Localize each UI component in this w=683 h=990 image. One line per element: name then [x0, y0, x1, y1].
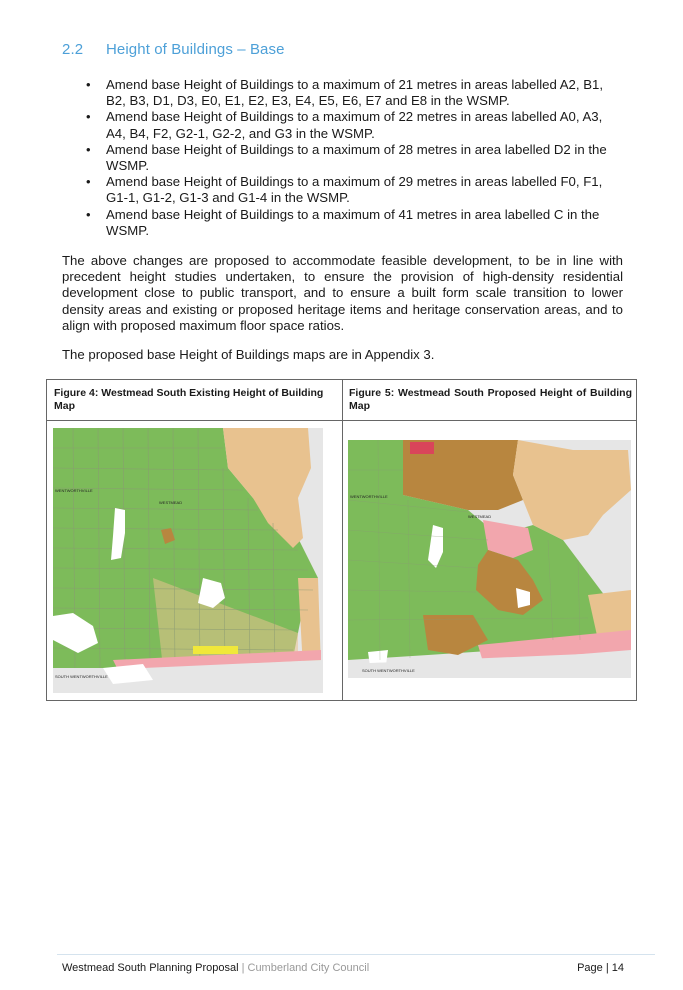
map-label: SOUTH WENTWORTHVILLE	[362, 668, 415, 673]
footer-separator: |	[241, 962, 245, 974]
section-heading	[62, 41, 285, 58]
footer-org: Cumberland City Council	[247, 962, 370, 974]
page-footer	[62, 962, 624, 974]
list-item-text: Amend base Height of Buildings to a maximum of 28 metres in area labelled D2 in the WSMP.	[106, 141, 607, 174]
list-item	[62, 142, 624, 174]
proposed-height-map	[348, 440, 631, 678]
map-label: WENTWORTHVILLE	[55, 488, 93, 493]
section-title: Height of Buildings – Base	[106, 41, 285, 58]
page-number: Page | 14	[577, 962, 624, 974]
figure-table	[46, 379, 637, 701]
list-item	[62, 174, 624, 206]
map-label: WESTMEAD	[159, 500, 183, 505]
table-divider	[342, 380, 343, 700]
body-paragraph: The above changes are proposed to accommodate feasible development, to be in line with precedent height studies undertaken, to ensure the provision of high-density residential development close to public transport, and to ensure a built form scale transition to lower density areas and existing or proposed heritage items and heritage conservation areas, and to align with proposed maximum floor space ratios.	[62, 253, 623, 333]
footer-doc-title: Westmead South Planning Proposal	[62, 962, 239, 974]
list-item-text: Amend base Height of Buildings to a maximum of 22 metres in areas labelled A0, A3, A4, B4, F2, G2-1, G2-2, and G3 in the WSMP.	[106, 109, 603, 141]
bullet-icon: •	[86, 109, 91, 125]
section-number: 2.2	[62, 41, 84, 58]
table-divider	[47, 420, 636, 421]
figure-4-caption: Figure 4: Westmead South Existing Height of Building Map	[54, 387, 324, 412]
footer-divider	[57, 954, 655, 955]
map-label: WENTWORTHVILLE	[350, 494, 388, 499]
list-item-text: Amend base Height of Buildings to a maximum of 21 metres in areas labelled A2, B1, B2, B3, D1, D3, E0, E1, E2, E3, E4, E5, E6, E7 and E8 in the WSMP.	[106, 77, 603, 109]
list-item	[62, 207, 624, 239]
map-label: SOUTH WENTWORTHVILLE	[55, 674, 108, 679]
bullet-icon: •	[86, 141, 91, 157]
figure-5-caption: Figure 5: Westmead South Proposed Height of Building Map	[349, 387, 632, 412]
bullet-icon: •	[86, 206, 91, 222]
bullet-icon: •	[86, 77, 91, 92]
body-paragraph-appendix: The proposed base Height of Buildings maps are in Appendix 3.	[62, 347, 435, 362]
existing-height-map	[53, 428, 323, 693]
list-item-text: Amend base Height of Buildings to a maximum of 41 metres in area labelled C in the WSMP.	[106, 206, 600, 238]
amendment-list	[62, 77, 624, 239]
bullet-icon: •	[86, 174, 91, 190]
list-item	[62, 77, 624, 109]
list-item	[62, 109, 624, 141]
map-label: WESTMEAD	[468, 514, 492, 519]
list-item-text: Amend base Height of Buildings to a maximum of 29 metres in areas labelled F0, F1, G1-1, G1-2, G1-3 and G1-4 in the WSMP.	[106, 174, 603, 206]
